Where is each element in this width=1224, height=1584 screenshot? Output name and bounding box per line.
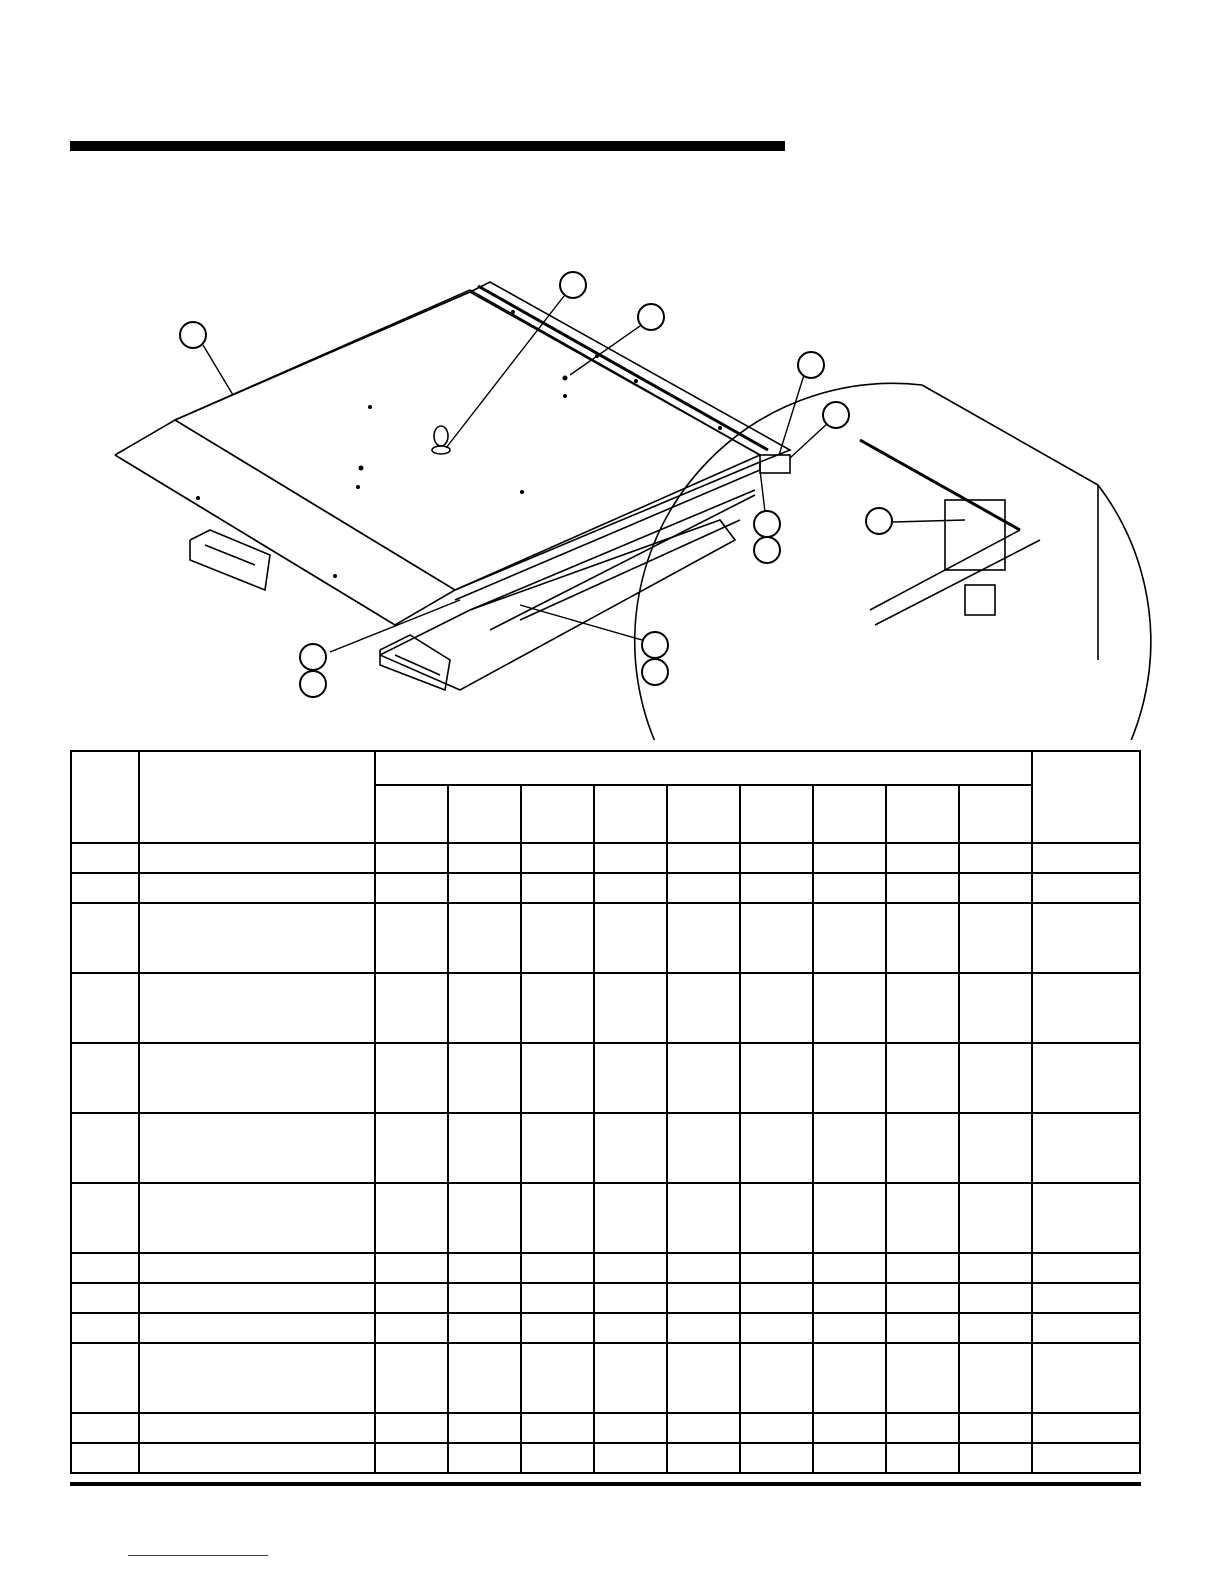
callout-8 [300,644,326,670]
cell-part-number [1032,873,1140,903]
cell-qty [813,1253,886,1283]
cell-qty [667,1313,740,1343]
table-row [71,1113,1140,1183]
cell-item [71,1443,139,1473]
cell-qty [521,843,594,873]
cell-qty [448,1113,521,1183]
cell-description [139,873,375,903]
table-row [71,843,1140,873]
cell-qty [667,1253,740,1283]
cell-item [71,873,139,903]
callout-2 [560,272,586,298]
cell-description [139,1043,375,1113]
callout-5 [823,402,849,428]
cell-qty [740,873,813,903]
cell-qty [375,1313,448,1343]
cell-qty [886,1313,959,1343]
cell-item [71,1183,139,1253]
cell-item [71,903,139,973]
cell-qty [959,903,1032,973]
cell-qty [448,1253,521,1283]
table-row [71,1183,1140,1253]
cell-qty [521,1253,594,1283]
table-row [71,1443,1140,1473]
cell-qty [667,1443,740,1473]
header-qty-col [813,785,886,843]
cell-qty [667,873,740,903]
cell-qty [521,1113,594,1183]
cell-qty [740,973,813,1043]
cell-qty [886,1283,959,1313]
cell-qty [813,1113,886,1183]
cell-qty [448,873,521,903]
cell-description [139,1313,375,1343]
cell-part-number [1032,1443,1140,1473]
cell-qty [886,1253,959,1283]
table-row [71,903,1140,973]
cell-qty [813,843,886,873]
cell-part-number [1032,1183,1140,1253]
callout-detail-1 [866,508,892,534]
header-qty-col [740,785,813,843]
header-qty-col [667,785,740,843]
cell-qty [813,873,886,903]
cell-description [139,1343,375,1413]
footer-link-underline[interactable] [128,1555,268,1556]
cell-description [139,1413,375,1443]
cell-qty [886,1343,959,1413]
cell-description [139,1183,375,1253]
cell-qty [667,1113,740,1183]
cell-item [71,843,139,873]
cell-qty [375,973,448,1043]
cell-qty [375,873,448,903]
cell-qty [959,873,1032,903]
cell-qty [594,903,667,973]
cell-description [139,1253,375,1283]
cell-qty [667,1183,740,1253]
callout-6 [754,511,780,537]
cell-part-number [1032,1253,1140,1283]
cell-qty [886,1043,959,1113]
cell-qty [959,1313,1032,1343]
cell-qty [521,1343,594,1413]
cell-qty [594,873,667,903]
header-item [71,751,139,843]
cell-qty [959,1413,1032,1443]
cell-qty [959,973,1032,1043]
cell-part-number [1032,1113,1140,1183]
cell-part-number [1032,843,1140,873]
cell-qty [521,1043,594,1113]
cell-qty [375,1043,448,1113]
cell-qty [521,1183,594,1253]
cell-qty [813,903,886,973]
cell-item [71,1253,139,1283]
cell-qty [959,1183,1032,1253]
cell-qty [813,1043,886,1113]
cell-qty [448,1413,521,1443]
table-row [71,1043,1140,1113]
footer-rule [70,1482,1141,1486]
header-qty-col [959,785,1032,843]
cell-qty [375,1343,448,1413]
cell-qty [375,1253,448,1283]
cell-qty [667,973,740,1043]
cell-qty [375,1183,448,1253]
cell-qty [959,1443,1032,1473]
cell-description [139,1113,375,1183]
cell-description [139,1443,375,1473]
cell-qty [521,903,594,973]
cell-qty [813,1313,886,1343]
cell-qty [448,1283,521,1313]
table-row [71,873,1140,903]
cell-qty [448,973,521,1043]
cell-description [139,903,375,973]
cell-qty [886,903,959,973]
cell-qty [521,873,594,903]
cell-qty [813,1413,886,1443]
cell-description [139,973,375,1043]
cell-item [71,1043,139,1113]
assembly-drawing [0,0,1224,740]
cell-qty [448,1043,521,1113]
cell-qty [886,1113,959,1183]
cell-qty [740,1283,813,1313]
cell-qty [594,1313,667,1343]
cell-qty [594,843,667,873]
cell-qty [813,973,886,1043]
table-row [71,1413,1140,1443]
cell-qty [375,1283,448,1313]
callout-3 [638,304,664,330]
cell-qty [886,873,959,903]
cell-qty [448,1443,521,1473]
cell-qty [740,1183,813,1253]
cell-qty [521,1313,594,1343]
parts-table [70,750,1141,1470]
cell-qty [667,903,740,973]
cell-qty [594,1343,667,1413]
cell-qty [375,903,448,973]
cell-part-number [1032,1413,1140,1443]
cell-qty [959,1343,1032,1413]
callout-7 [754,537,780,563]
cell-qty [521,973,594,1043]
cell-qty [667,1413,740,1443]
cell-description [139,843,375,873]
cell-item [71,1283,139,1313]
mounting-bracket-left [190,530,270,590]
cell-qty [959,1253,1032,1283]
table-row [71,1253,1140,1283]
cell-qty [594,1113,667,1183]
cell-qty [959,1043,1032,1113]
cell-qty [740,1253,813,1283]
cell-qty [959,843,1032,873]
cell-item [71,1113,139,1183]
cell-part-number [1032,1313,1140,1343]
header-qty-col [594,785,667,843]
cell-qty [813,1343,886,1413]
cell-qty [667,1043,740,1113]
cell-qty [448,843,521,873]
dock-plate-deck [115,282,790,690]
cell-qty [448,1313,521,1343]
cell-qty [375,1413,448,1443]
callout-11 [642,659,668,685]
cell-qty [959,1113,1032,1183]
callout-1 [180,322,206,348]
cell-part-number [1032,1343,1140,1413]
header-qty-col [521,785,594,843]
cell-item [71,1413,139,1443]
cell-description [139,1283,375,1313]
cell-qty [813,1443,886,1473]
cell-qty [594,1443,667,1473]
cell-qty [813,1183,886,1253]
table-row [71,1283,1140,1313]
cell-part-number [1032,1043,1140,1113]
cell-qty [375,843,448,873]
cell-qty [886,1443,959,1473]
header-qty-col [375,785,448,843]
cell-qty [959,1283,1032,1313]
cell-qty [375,1113,448,1183]
cell-part-number [1032,903,1140,973]
cell-qty [740,1113,813,1183]
header-qty-col [448,785,521,843]
callout-10 [642,632,668,658]
header-description [139,751,375,843]
cell-qty [521,1443,594,1473]
cell-qty [594,1413,667,1443]
cell-qty [667,843,740,873]
table-row [71,1343,1140,1413]
cell-qty [594,1283,667,1313]
cell-qty [594,973,667,1043]
cell-qty [886,1413,959,1443]
cell-qty [375,1443,448,1473]
cell-qty [448,903,521,973]
cell-item [71,1313,139,1343]
cell-qty [886,1183,959,1253]
cell-qty [886,843,959,873]
cell-qty [740,1313,813,1343]
cell-qty [594,1043,667,1113]
table-row [71,1313,1140,1343]
cell-qty [667,1283,740,1313]
cell-qty [667,1343,740,1413]
cell-qty [886,973,959,1043]
cell-qty [740,1443,813,1473]
cell-qty [521,1413,594,1443]
cell-part-number [1032,973,1140,1043]
cell-item [71,1343,139,1413]
callout-9 [300,671,326,697]
cell-qty [740,843,813,873]
cell-qty [448,1183,521,1253]
cell-qty [594,1183,667,1253]
cell-qty [594,1253,667,1283]
cell-qty [521,1283,594,1313]
callout-4 [798,352,824,378]
cell-qty [740,903,813,973]
cell-qty [448,1343,521,1413]
cell-qty [740,1343,813,1413]
header-quantity-group [375,751,1032,785]
cell-qty [740,1413,813,1443]
cell-qty [813,1283,886,1313]
cell-qty [740,1043,813,1113]
cell-part-number [1032,1283,1140,1313]
header-qty-col [886,785,959,843]
cell-item [71,973,139,1043]
header-part-number [1032,751,1140,843]
table-row [71,973,1140,1043]
